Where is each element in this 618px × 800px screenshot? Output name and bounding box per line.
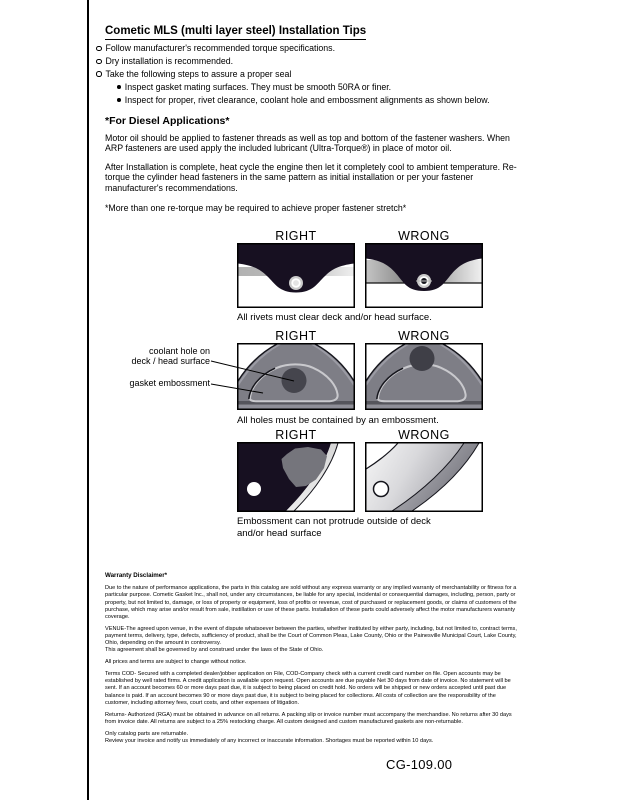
dot-bullet-icon bbox=[117, 98, 121, 102]
pointer-lines bbox=[205, 355, 300, 397]
coolant-hole-label: coolant hole on deck / head surface bbox=[131, 346, 210, 366]
diesel-paragraph-1: Motor oil should be applied to fastener threads as well as top and bottom of the fastener washers. When ARP fasteners are used apply the included lubricant (Ultra-Torque®) in place of motor oil. bbox=[105, 133, 510, 154]
diesel-section-heading: *For Diesel Applications* bbox=[105, 115, 230, 127]
tips-list bbox=[96, 42, 490, 106]
warranty-paragraph: Terms COD- Secured with a completed dealer/jobber application on File, COD-Company check with a current credit card number on file. Open accounts may be established by well rated firms. A credit application is available upon request. Open accounts are due payable Net 30 days from date of invoice. No statement will be sent. If an account becomes 60 or more days past due, it is subject to being placed on credit hold. No orders will be shipped or new orders accepted until past due balance is paid. If an account becomes 90 or more days past due, it is subject to being placed for collections. All costs of collection are the responsibility of the customer, including attorney fees, court costs, and other expenses of litigation. bbox=[105, 671, 511, 706]
diagram1-wrong-panel bbox=[365, 243, 483, 308]
diagram3-right-label: RIGHT bbox=[275, 428, 317, 442]
circle-bullet-icon bbox=[96, 71, 102, 77]
diagram2-right-label: RIGHT bbox=[275, 329, 317, 343]
left-margin-rule bbox=[87, 0, 89, 800]
diagram2-wrong-label: WRONG bbox=[398, 329, 450, 343]
diesel-note: *More than one re-torque may be required to achieve proper fastener stretch* bbox=[105, 203, 407, 213]
list-item bbox=[96, 55, 490, 68]
tip-text: Inspect for proper, rivet clearance, coolant hole and embossment alignments as shown below. bbox=[124, 95, 490, 105]
dot-bullet-icon bbox=[117, 85, 121, 89]
diagram3-wrong-label: WRONG bbox=[398, 428, 450, 442]
circle-bullet-icon bbox=[96, 59, 102, 65]
warranty-paragraph: Returns- Authorized (RGA) must be obtained in advance on all returns. A packing slip or invoice number must accompany the merchandise. No returns after 30 days from invoice date. All returns are subject to a 25% restocking charge. All custom designed and custom manufactured gaskets are non-returnable. bbox=[105, 711, 512, 725]
circle-bullet-icon bbox=[96, 46, 102, 52]
warranty-heading: Warranty Disclaimer* bbox=[105, 572, 168, 579]
gasket-embossment-label: gasket embossment bbox=[129, 378, 210, 388]
tip-text: Take the following steps to assure a proper seal bbox=[105, 69, 292, 80]
list-item bbox=[117, 94, 490, 107]
diagram1-caption: All rivets must clear deck and/or head surface. bbox=[237, 312, 432, 323]
diagram3-caption: Embossment can not protrude outside of deck and/or head surface bbox=[237, 516, 431, 539]
diagram1-wrong-label: WRONG bbox=[398, 229, 450, 243]
list-item bbox=[96, 68, 490, 81]
diagram1-right-panel bbox=[237, 243, 355, 308]
tip-text: Follow manufacturer's recommended torque specifications. bbox=[105, 43, 336, 54]
list-item bbox=[96, 42, 490, 55]
document-code: CG-109.00 bbox=[386, 757, 453, 772]
page-title bbox=[105, 25, 366, 37]
warranty-paragraph: Due to the nature of performance applications, the parts in this catalog are sold without any express warranty or any implied warranty of merchantability or fitness for a particular purpose. Cometic Gasket Inc., shall not, under any circumstances, be liable for any special, incidental or consequential damages, including, person, party or property, but not limited to, damage, or loss of property or equipment, loss of profits or revenue, cost of purchased or replacement goods, or claims of customers of the purchase, which may arise and/or result from sale, instillation or use of these parts. Installation of these parts could adversely affect the motor manufacturers warranty coverage. bbox=[105, 585, 517, 621]
diagram3-wrong-panel bbox=[365, 442, 483, 512]
diagram2-caption: All holes must be contained by an embossment. bbox=[237, 415, 439, 426]
tip-text: Dry installation is recommended. bbox=[105, 56, 234, 67]
diagram2-wrong-panel bbox=[365, 343, 483, 410]
diagram1-right-label: RIGHT bbox=[275, 229, 317, 243]
warranty-paragraph: All prices and terms are subject to change without notice. bbox=[105, 659, 247, 666]
warranty-section: Warranty Disclaimer* Due to the nature of performance applications, the parts in this catalog are sold without any express warranty or any implied warranty of merchantability or fitness for a particular purpose. Cometic Gasket Inc., shall not, under any circumstances, be liable for any special, incidental or consequential damages, including, person, party or property, but not limited to, damage, or loss of property or equipment, loss of profits or revenue, cost of purchased or replacement goods, or claims of customers of the purchase, which may arise and/or result from sale, instillation or use of these parts. Installation of these parts could adversely affect the motor manufacturers warranty coverage. VENUE-The agreed upon venue, in the event of dispute whatsoever between the parties, whether instituted by either party, including, but not limited to, contract terms, payment terms, delivery, type, defects, sufficiency of product, shall be the Court of Common Pleas, Lake County, Ohio or the Painesville Municipal Court, Lake County, Ohio, depending on the amount in controversy. This agreement shall be governed by and construed under the laws of the State of Ohio. All prices and terms are subject to change without notice. Terms COD- Secured with a completed dealer/jobber application on File, COD-Company check with a current credit card number on file. Open accounts may be established by well rated firms. A credit application is available upon request. Open accounts are due payable Net 30 days from date of invoice. No statement will be sent. If an account becomes 60 or more days past due, it is subject to being placed on credit hold. No orders will be shipped or new orders accepted until past due balance is paid. If an account becomes 90 or more days past due, it is subject to being placed for collections. All costs of collection are the responsibility of the customer, including attorney fees, court costs, and other expenses of litigation. Returns- Authorized (RGA) must be obtained in advance on all returns. A packing slip or invoice number must accompany the merchandise. No returns after 30 days from invoice date. All returns are subject to a 25% restocking charge. All custom designed and custom manufactured gaskets are non-returnable. Only catalog parts are returnable. Review your invoice and notify us immediately of any incorrect or inaccurate information. Shortages must be reported within 10 days. bbox=[105, 572, 517, 744]
tip-text: Inspect gasket mating surfaces. They must be smooth 50RA or finer. bbox=[124, 82, 392, 93]
page-title-text: Cometic MLS (multi layer steel) Installation Tips bbox=[105, 25, 366, 40]
list-item bbox=[117, 81, 490, 94]
diagram3-right-panel bbox=[237, 442, 355, 512]
diesel-paragraph-2: After Installation is complete, heat cycle the engine then let it completely cool to ambient temperature. Re-torque the cylinder head fasteners in the same pattern as initial installation or per your fastener manufacturer's recommendations. bbox=[105, 162, 517, 193]
